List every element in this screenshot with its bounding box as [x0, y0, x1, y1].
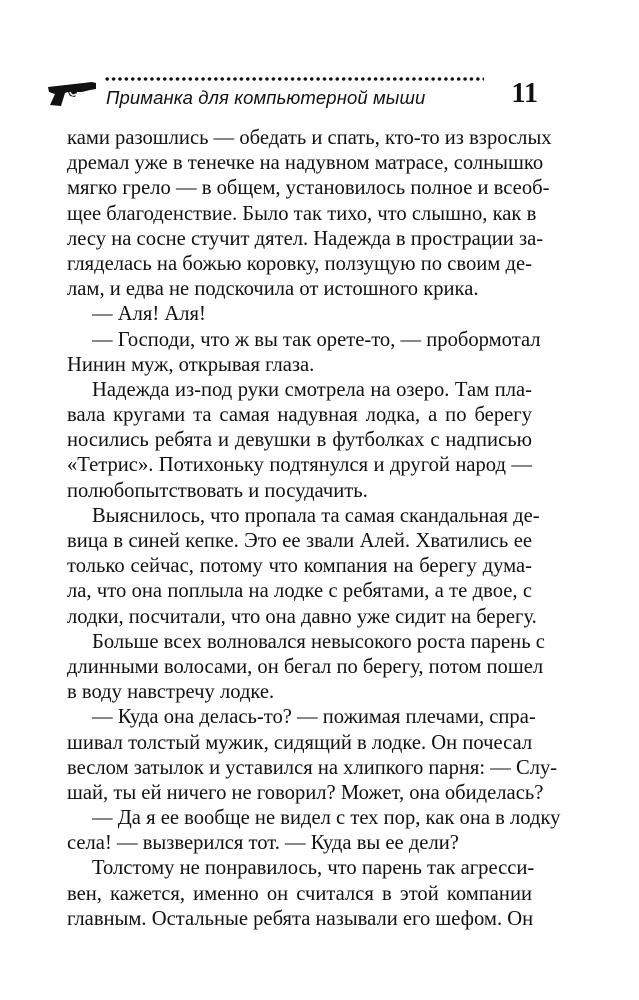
text-line: лесу на сосне стучит дятел. Надежда в прострации за- [67, 227, 544, 250]
text-line: шай, ты ей ничего не говорил? Может, она обиделась? [67, 781, 544, 804]
text-line: вен, кажется, именно он считался в этой компании [67, 882, 532, 905]
text-line: носились ребята и девушки в футболках с надписью [67, 429, 532, 452]
text-line: в воду навстречу лодке. [67, 681, 275, 704]
running-title: Приманка для компьютерной мыши [106, 87, 426, 108]
page-number: 11 [511, 78, 538, 109]
text-line: длинными волосами, он бегал по берегу, потом пошел [67, 655, 544, 678]
text-line: села! — вызверился тот. — Куда вы ее дели? [67, 832, 459, 855]
paragraph [67, 378, 532, 504]
text-line: — Куда она делась-то? — пожимая плечами, спра- [92, 706, 536, 729]
text-line: главным. Остальные ребята называли его шефом. Он [67, 907, 534, 930]
text-line: «Тетрис». Потихоньку подтянулся и другой народ — [67, 454, 532, 477]
text-line: Выяснилось, что пропала та самая скандальная де- [92, 504, 540, 527]
body-text [67, 126, 561, 932]
text-line: лам, и едва не подскочила от истошного крика. [67, 278, 479, 301]
text-line: Толстому не понравилось, что парень так агресси- [92, 857, 535, 880]
text-line: веслом затылок и уставился на хлипкого парня: — Слу- [67, 756, 558, 779]
text-line: ла, что она поплыла на лодке с ребятами, а те двое, с [67, 580, 532, 603]
text-line: вала кругами та самая надувная лодка, а по берегу [67, 404, 532, 427]
paragraph [67, 504, 540, 630]
paragraph [67, 630, 545, 706]
pistol-icon [46, 78, 98, 108]
paragraph [67, 806, 561, 856]
text-line: шивал толстый мужик, сидящий в лодке. Он почесал [67, 731, 533, 754]
text-line: ками разошлись — обедать и спать, кто-то из взрослых [67, 127, 552, 149]
text-line: Нинин муж, открывая глаза. [67, 353, 315, 376]
paragraph [67, 705, 558, 806]
text-line: — Господи, что ж вы так орете-то, — пробормотал [92, 328, 541, 351]
text-line: только сейчас, потому что компания на берегу дума- [67, 555, 532, 578]
text-line: Надежда из-под руки смотрела на озеро. Там пла- [92, 378, 532, 401]
text-line: щее благоденствие. Было так тихо, что слышно, как в [67, 202, 537, 225]
text-line: — Аля! Аля! [92, 303, 206, 326]
text-line: дремал уже в тенечке на надувном матрасе, солнышко [67, 152, 544, 175]
text-line: гляделась на божью коровку, ползущую по своим де- [67, 252, 532, 275]
text-line: Больше всех волновался невысокого роста парень с [92, 630, 545, 653]
paragraph [67, 328, 541, 378]
paragraph [67, 126, 552, 302]
dotted-rule [104, 76, 484, 82]
text-line: вица в синей кепке. Это ее звали Алей. Хватились ее [67, 530, 532, 552]
text-line: мягко грело — в общем, установилось полное и всеоб- [67, 177, 550, 200]
running-header [46, 74, 538, 120]
paragraph [67, 856, 535, 932]
text-line: — Да я ее вообще не видел с тех пор, как она в лодку [92, 807, 561, 830]
text-line: лодки, посчитали, что она давно уже сидит на берегу. [67, 605, 537, 628]
paragraph [67, 302, 532, 327]
text-line: полюбопытствовать и посудачить. [67, 479, 368, 502]
